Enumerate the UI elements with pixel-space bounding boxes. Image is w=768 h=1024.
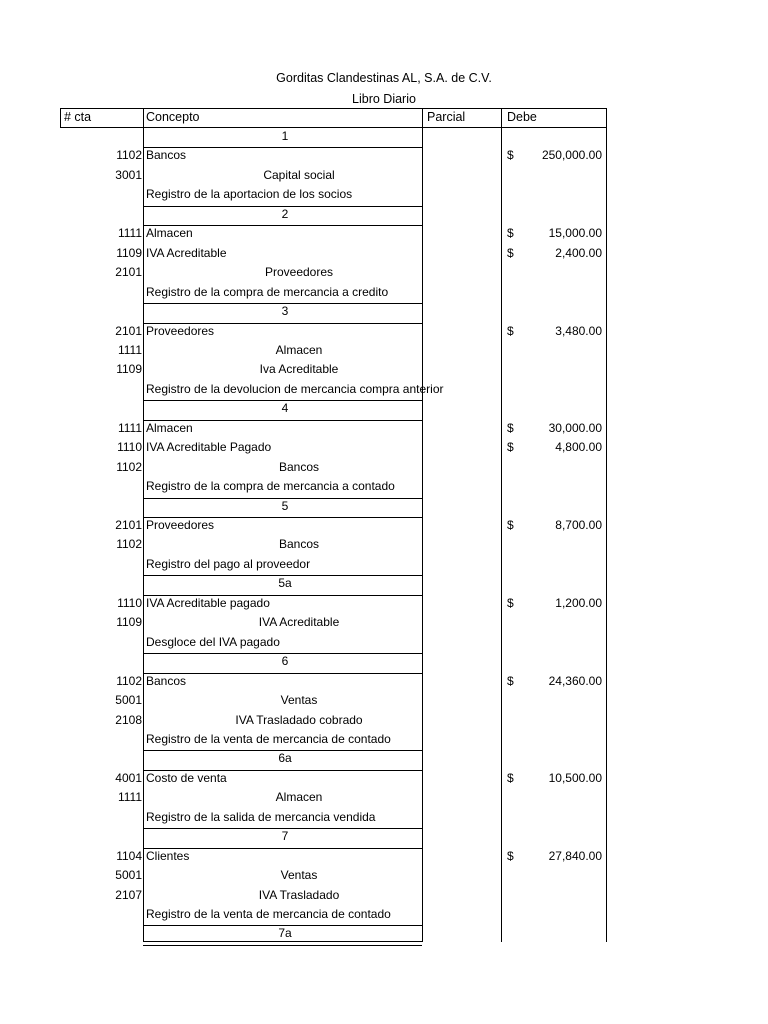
debit-account-name: IVA Acreditable Pagado: [146, 440, 272, 455]
header-top-border: [60, 108, 606, 109]
entry-description: Registro de la aportacion de los socios: [146, 187, 353, 202]
account-number: 1110: [117, 595, 142, 610]
entry-separator: [143, 945, 422, 946]
journal-row-acct: [60, 771, 610, 790]
entry-separator: [143, 925, 422, 926]
entry-separator: [143, 206, 422, 207]
account-number: 1102: [116, 673, 142, 688]
table-bottom-border: [143, 941, 422, 942]
journal-row-desc: [60, 635, 610, 654]
debit-account-name: Almacen: [146, 420, 193, 435]
account-number: 2101: [115, 265, 142, 280]
journal-row-credit: [60, 868, 610, 887]
debe-amount: 30,000.00: [548, 420, 602, 435]
account-number: 1104: [116, 848, 142, 863]
journal-row-num: [60, 207, 610, 226]
debit-account-name: Bancos: [146, 673, 187, 688]
account-number: 1102: [116, 459, 142, 474]
debe-amount: 10,500.00: [548, 770, 602, 785]
journal-row-num: [60, 576, 610, 595]
journal-row-num: [60, 129, 610, 148]
entry-description: Registro de la compra de mercancia a contado: [146, 479, 395, 494]
account-number: 1111: [117, 790, 142, 805]
credit-account-name: IVA Trasladado: [258, 887, 340, 902]
entry-separator: [143, 750, 422, 751]
entry-separator: [143, 828, 422, 829]
currency-symbol: $: [507, 323, 514, 338]
debit-account-name: IVA Acreditable: [146, 245, 227, 260]
account-number: 1109: [116, 615, 142, 630]
entry-separator: [143, 303, 422, 304]
account-number: 2101: [115, 518, 142, 532]
debe-amount: 1,200.00: [555, 595, 602, 610]
entry-description: Registro de la salida de mercancia vendida: [146, 809, 376, 824]
entry-description: Registro del pago al proveedor: [146, 556, 311, 571]
journal-row-credit: [60, 168, 610, 187]
journal-row-credit: [60, 362, 610, 381]
header-bottom-border: [60, 127, 606, 128]
entry-number: 4: [281, 401, 289, 416]
account-number: 1111: [117, 226, 142, 241]
currency-symbol: $: [507, 148, 514, 163]
credit-account-name: Bancos: [278, 459, 320, 474]
debe-amount: 24,360.00: [548, 673, 602, 688]
header-left-border: [60, 108, 61, 128]
journal-row-acct: [60, 849, 610, 868]
currency-symbol: $: [507, 595, 514, 610]
debe-amount: 3,480.00: [555, 323, 602, 338]
entry-number: 6a: [278, 751, 292, 766]
journal-row-desc: [60, 557, 610, 576]
journal-row-num: [60, 499, 610, 518]
column-header-cta: # cta: [64, 110, 92, 124]
entry-number: 6: [281, 654, 289, 669]
entry-number: 2: [281, 206, 289, 221]
column-header-parcial: Parcial: [427, 110, 466, 124]
account-number: 1102: [116, 148, 142, 163]
debe-amount: 8,700.00: [555, 518, 602, 532]
entry-separator: [143, 400, 422, 401]
account-number: 1102: [116, 537, 142, 552]
entry-number: 1: [281, 129, 289, 143]
column-header-concepto: Concepto: [146, 110, 200, 124]
currency-symbol: $: [507, 245, 514, 260]
journal-row-acct: [60, 324, 610, 343]
currency-symbol: $: [507, 420, 514, 435]
currency-symbol: $: [507, 226, 514, 241]
currency-symbol: $: [507, 440, 514, 455]
journal-row-credit: [60, 265, 610, 284]
account-number: 5001: [115, 693, 142, 708]
journal-row-acct: [60, 674, 610, 693]
debe-amount: 27,840.00: [548, 848, 602, 863]
credit-account-name: Ventas: [280, 693, 318, 708]
account-number: 1109: [116, 362, 142, 377]
journal-row-desc: [60, 907, 610, 926]
debit-account-name: Clientes: [146, 848, 190, 863]
book-title: Libro Diario: [352, 92, 416, 106]
journal-row-num: [60, 304, 610, 323]
entry-number: 5a: [278, 576, 292, 591]
debit-account-name: IVA Acreditable pagado: [146, 595, 270, 610]
journal-row-desc: [60, 810, 610, 829]
entry-description: Registro de la venta de mercancia de contado: [146, 907, 391, 921]
credit-account-name: Bancos: [278, 537, 320, 552]
account-number: 1111: [117, 342, 142, 357]
account-number: 1110: [117, 440, 142, 455]
debe-amount: 2,400.00: [555, 245, 602, 260]
entry-description: Registro de la compra de mercancia a credito: [146, 284, 389, 299]
journal-row-acct: [60, 440, 610, 459]
debe-amount: 4,800.00: [555, 440, 602, 455]
journal-row-desc: [60, 285, 610, 304]
credit-account-name: Almacen: [275, 790, 323, 805]
journal-row-acct: [60, 226, 610, 245]
account-number: 2107: [115, 887, 142, 902]
journal-row-credit: [60, 615, 610, 634]
journal-row-num: [60, 829, 610, 848]
journal-row-num: [60, 654, 610, 673]
journal-row-num: [60, 926, 610, 945]
debit-account-name: Proveedores: [146, 518, 215, 532]
account-number: 4001: [115, 770, 142, 785]
debe-amount: 250,000.00: [541, 148, 602, 163]
journal-row-credit: [60, 888, 610, 907]
journal-row-num: [60, 751, 610, 770]
entry-separator: [143, 498, 422, 499]
account-number: 1109: [116, 245, 142, 260]
debit-account-name: Bancos: [146, 148, 187, 163]
currency-symbol: $: [507, 518, 514, 532]
journal-row-acct: [60, 596, 610, 615]
journal-row-desc: [60, 187, 610, 206]
credit-account-name: IVA Acreditable: [258, 615, 340, 630]
journal-row-credit: [60, 343, 610, 362]
journal-row-acct: [60, 246, 610, 265]
credit-account-name: Capital social: [263, 167, 335, 182]
debit-account-name: Almacen: [146, 226, 193, 241]
entry-number: 7a: [278, 926, 292, 941]
column-header-debe: Debe: [507, 110, 537, 124]
debit-account-name: Proveedores: [146, 323, 215, 338]
account-number: 2101: [115, 323, 142, 338]
currency-symbol: $: [507, 673, 514, 688]
entry-description: Registro de la venta de mercancia de contado: [146, 731, 391, 746]
entry-separator: [143, 653, 422, 654]
journal-row-desc: [60, 382, 610, 401]
journal-row-desc: [60, 732, 610, 751]
journal-row-acct: [60, 518, 610, 537]
account-number: 5001: [115, 868, 142, 883]
credit-account-name: Almacen: [275, 342, 323, 357]
debit-account-name: Costo de venta: [146, 770, 227, 785]
journal-row-credit: [60, 460, 610, 479]
currency-symbol: $: [507, 848, 514, 863]
journal-row-credit: [60, 537, 610, 556]
entry-number: 7: [281, 829, 289, 844]
credit-account-name: Iva Acreditable: [259, 362, 339, 377]
credit-account-name: Ventas: [280, 868, 318, 883]
entry-separator: [143, 575, 422, 576]
journal-row-credit: [60, 693, 610, 712]
account-number: 3001: [115, 167, 142, 182]
credit-account-name: IVA Trasladado cobrado: [235, 712, 363, 727]
journal-row-acct: [60, 421, 610, 440]
journal-row-num: [60, 401, 610, 420]
account-number: 2108: [115, 712, 142, 727]
journal-row-acct: [60, 148, 610, 167]
credit-account-name: Proveedores: [264, 265, 334, 280]
debe-amount: 15,000.00: [548, 226, 602, 241]
account-number: 1111: [117, 420, 142, 435]
journal-row-credit: [60, 790, 610, 809]
entry-number: 5: [281, 498, 289, 513]
journal-row-desc: [60, 479, 610, 498]
currency-symbol: $: [507, 770, 514, 785]
entry-description: Desgloce del IVA pagado: [146, 634, 280, 649]
entry-description: Registro de la devolucion de mercancia compra anterior: [146, 381, 444, 396]
journal-row-credit: [60, 713, 610, 732]
entry-number: 3: [281, 304, 289, 319]
company-title: Gorditas Clandestinas AL, S.A. de C.V.: [276, 71, 492, 85]
